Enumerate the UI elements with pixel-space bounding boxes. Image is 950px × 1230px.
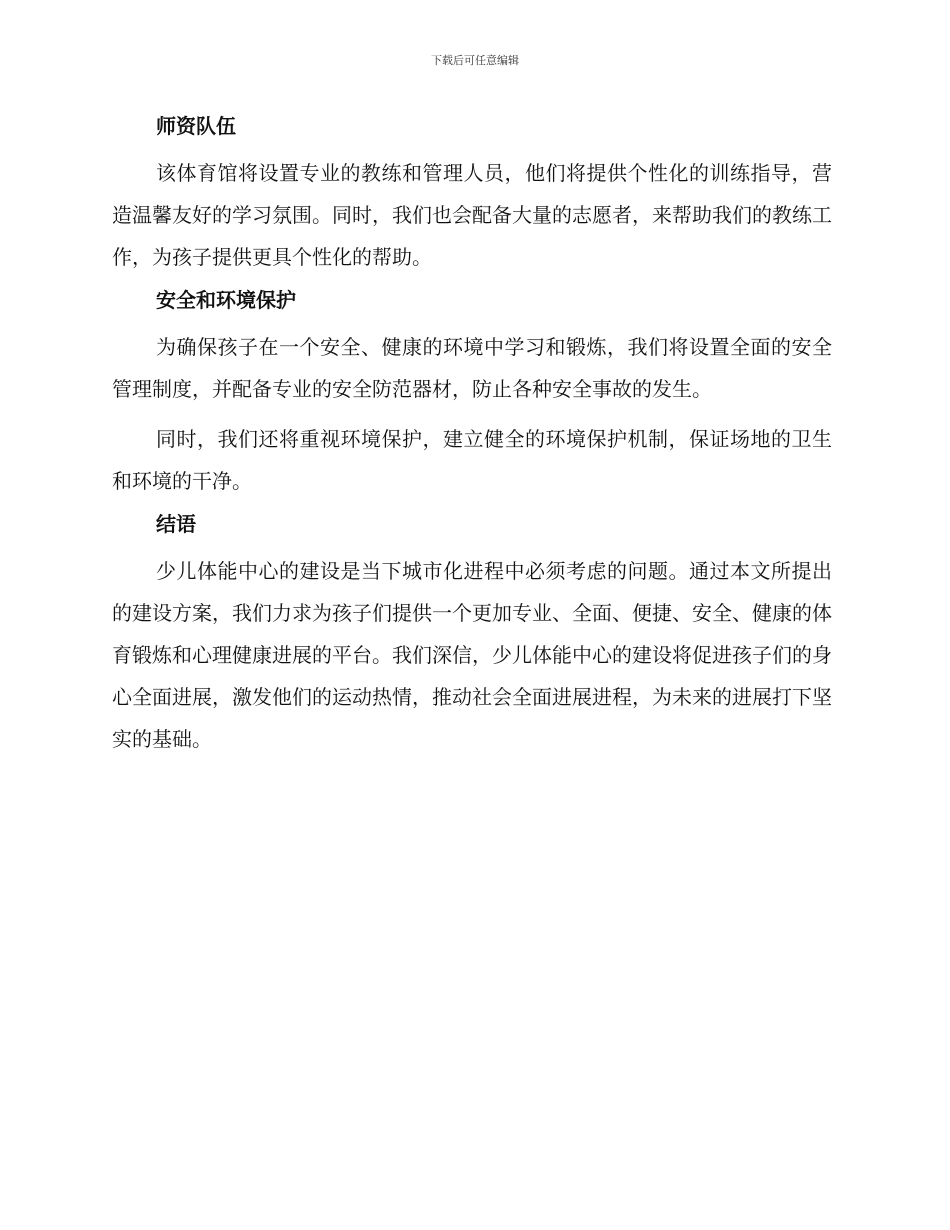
section-heading-conclusion: 结语 (156, 512, 196, 536)
page-header-note: 下载后可任意编辑 (431, 54, 519, 67)
document-body (112, 110, 832, 760)
paragraph-safety: 为确保孩子在一个安全、健康的环境中学习和锻炼，我们将设置全面的安全管理制度，并配备专业的安全防范器材，防止各种安全事故的发生。 (112, 335, 832, 401)
section-heading-faculty: 师资队伍 (156, 114, 236, 138)
paragraph-conclusion: 少儿体能中心的建设是当下城市化进程中必须考虑的问题。通过本文所提出的建设方案，我们力求为孩子们提供一个更加专业、全面、便捷、安全、健康的体育锻炼和心理健康进展的平台。我们深信，少儿体能中心的建设将促进孩子们的身心全面进展，激发他们的运动热情，推动社会全面进展进程，为未来的进展打下坚实的基础。 (112, 559, 832, 751)
section-heading-safety: 安全和环境保护 (156, 288, 296, 312)
paragraph-faculty: 该体育馆将设置专业的教练和管理人员，他们将提供个性化的训练指导，营造温馨友好的学习氛围。同时，我们也会配备大量的志愿者，来帮助我们的教练工作，为孩子提供更具个性化的帮助。 (112, 161, 832, 269)
paragraph-environment: 同时，我们还将重视环境保护，建立健全的环境保护机制，保证场地的卫生和环境的干净。 (112, 427, 832, 493)
